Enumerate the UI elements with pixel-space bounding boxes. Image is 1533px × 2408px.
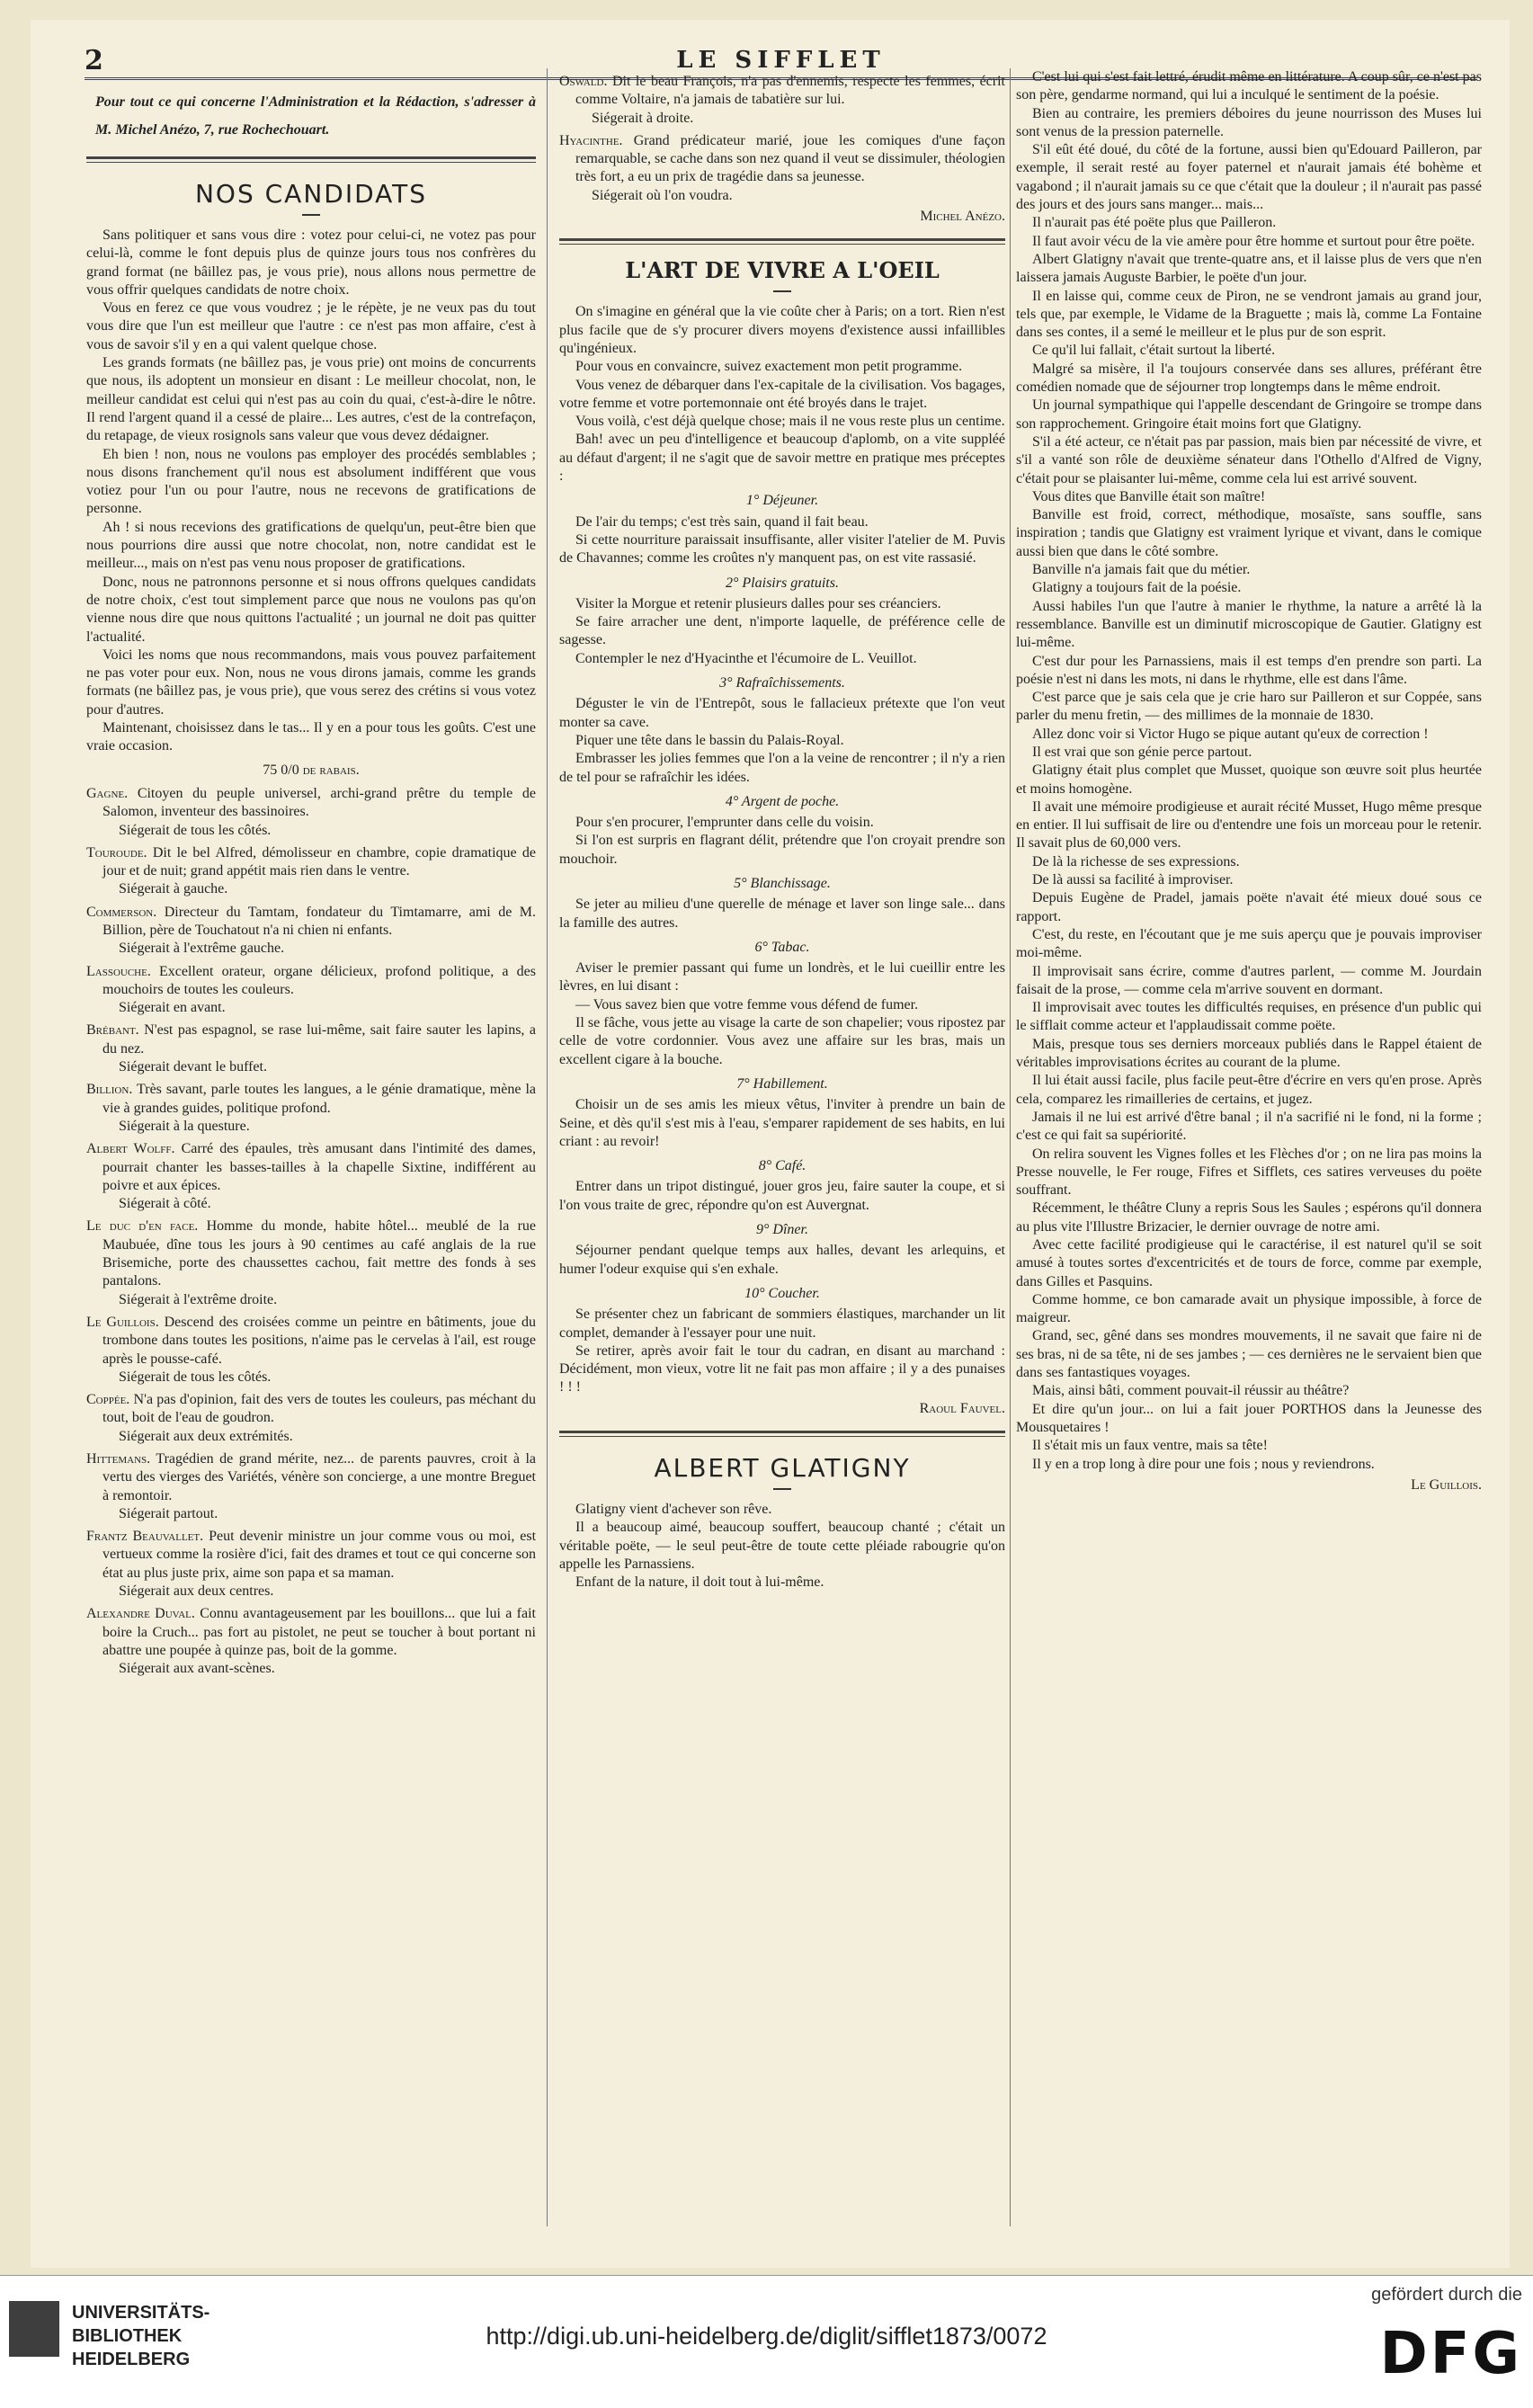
candidate-seat: Siégerait à l'extrême gauche.: [119, 941, 285, 957]
masthead: LE SIFFLET: [676, 47, 886, 74]
candidate-seat: Siégerait aux avant-scènes.: [119, 1661, 275, 1677]
paragraph: Si cette nourriture paraissait insuffisante, aller visiter l'atelier de M. Puvis de Chavannes; comme les croûtes n'y manquent pas, on est vite rassasié.: [559, 531, 1005, 566]
paragraph: Aussi habiles l'un que l'autre à manier le rhythme, la nature a arrêté là la ressemblance. Banville est un diminutif microscopique de Gautier. Glatigny est lui-même.: [1016, 598, 1482, 651]
paragraph: Aviser le premier passant qui fume un londrès, et le lui cueillir entre les lèvres, en lui disant :: [559, 960, 1005, 994]
subheading: 3° Rafraîchissements.: [719, 675, 845, 691]
paragraph: Ah ! si nous recevions des gratifications de quelqu'un, peut-être bien que nous pourrions dire aussi que notre chocolat, non, notre candidat est le meilleur..., mais on n'est pas venu nous proposer de gratifications.: [86, 519, 536, 572]
candidate-entry: [86, 1021, 536, 1058]
signature: Michel Anézo.: [920, 209, 1005, 225]
paragraph: S'il eût été doué, du côté de la fortune, aussi bien qu'Edouard Pailleron, par exemple, il serait resté au foyer paternel et n'aurait jamais été bohème et vagabond ; il n'aurait jamais su ce que c'était que la douleur ; il n'aurait pas passé des jours et des jours sans manger... mais...: [1016, 142, 1482, 213]
candidate-text: Excellent orateur, organe délicieux, profond politique, a des mouchoirs de toutes les couleurs.: [102, 963, 536, 997]
column-divider: [547, 68, 548, 2226]
title-dash: [773, 290, 791, 292]
candidate-entry: [86, 1081, 536, 1118]
paragraph: Il n'aurait pas été poëte plus que Pailleron.: [1032, 215, 1277, 231]
section-title: ALBERT GLATIGNY: [654, 1453, 911, 1483]
paragraph: De là aussi sa facilité à improviser.: [1032, 872, 1234, 888]
paragraph: Vous en ferez ce que vous voudrez ; je le répète, je ne veux pas du tout vous dire que l'un est meilleur que l'autre : ce n'est pas mon affaire, c'est à vous de savoir s'il y en a qui valent quelque chose.: [86, 300, 536, 352]
candidate-name: Le duc d'en face.: [86, 1218, 199, 1235]
candidate-name: Oswald.: [559, 74, 608, 89]
paragraph: Banville n'a jamais fait que du métier.: [1032, 562, 1251, 578]
paragraph: Se faire arracher une dent, n'importe laquelle, de préférence celle de sagesse.: [559, 614, 1005, 648]
paragraph: Il faut avoir vécu de la vie amère pour être homme et surtout pour être poëte.: [1032, 233, 1475, 249]
glatigny-body: [559, 1501, 1005, 1592]
subheading: 8° Café.: [758, 1158, 807, 1174]
paragraph: Se retirer, après avoir fait le tour du cadran, en disant au marchand : Décidément, mon vieux, votre lit ne fait pas mon affaire ; il y a des punaises ! ! !: [559, 1342, 1005, 1396]
paragraph: C'est lui qui s'est fait lettré, érudit même en littérature. A coup sûr, ce n'est pas son père, gendarme normand, qui lui a inculqué le sentiment de la poésie.: [1016, 69, 1482, 103]
paragraph: Avec cette facilité prodigieuse qui le caractérise, il est naturel qu'il se soit amusé à toutes sortes d'excentricités et de tours de force, comme par exemple, dans Gilles et Pasquins.: [1016, 1237, 1482, 1289]
paragraph: Se jeter au milieu d'une querelle de ménage et laver son linge sale... dans la famille des autres.: [559, 896, 1005, 931]
funded-by: gefördert durch die: [1371, 2285, 1522, 2305]
candidate-name: Le Guillois.: [86, 1314, 159, 1330]
candidate-name: Alexandre Duval.: [86, 1606, 195, 1622]
paragraph: Glatigny était plus complet que Musset, quoique son œuvre soit plus heurtée et moins homogène.: [1016, 763, 1482, 797]
paragraph: Vous venez de débarquer dans l'ex-capitale de la civilisation. Vos bagages, votre femme et votre portemonnaie ont été broyés dans le trajet.: [559, 377, 1005, 411]
candidate-entry: [86, 1528, 536, 1583]
candidate-list: [86, 785, 536, 1679]
candidate-entry: [86, 1217, 536, 1290]
candidate-name: Touroude.: [86, 844, 147, 861]
candidate-entry: [86, 1140, 536, 1195]
candidate-entry: [86, 1314, 536, 1369]
paragraph: Récemment, le théâtre Cluny a repris Sous les Saules ; espérons qu'il donnera au plus vite l'Illustre Brizacier, le dernier ouvrage de notre ami.: [1016, 1200, 1482, 1235]
paragraph: Il improvisait sans écrire, comme d'autres parlent, — comme M. Jourdain faisait de la prose, — comme cela m'arrive souvent en dormant.: [1016, 963, 1482, 997]
double-rule: [559, 238, 1005, 245]
paragraph: Contempler le nez d'Hyacinthe et l'écumoire de L. Veuillot.: [575, 650, 917, 666]
paragraph: Visiter la Morgue et retenir plusieurs dalles pour ses créanciers.: [575, 595, 941, 611]
paragraph: Un journal sympathique qui l'appelle descendant de Gringoire se trompe dans son rapprochement. Gringoire était moins fort que Glatigny.: [1016, 397, 1482, 432]
candidate-seat: Siégerait à droite.: [592, 110, 694, 126]
double-rule: [86, 156, 536, 163]
paragraph: De l'air du temps; c'est très sain, quand il fait beau.: [575, 513, 869, 530]
candidate-text: N'a pas d'opinion, fait des vers de toutes les couleurs, pas méchant du tout, boit de l'eau de goudron.: [102, 1392, 537, 1426]
paragraph: Eh bien ! non, nous ne voulons pas employer des procédés semblables ; nous disons franchement qu'il nous est absolument indifférent que vous votiez pour l'un ou pour l'autre, nous ne recevons de gratifications de personne.: [86, 446, 536, 517]
candidate-seat: Siégerait partout.: [119, 1505, 218, 1521]
paragraph: Depuis Eugène de Pradel, jamais poëte n'avait été mieux doué sous ce rapport.: [1016, 890, 1482, 924]
paragraph: Il a beaucoup aimé, beaucoup souffert, beaucoup chanté ; c'était un véritable poëte, — le seul peut-être de toute cette pléiade rabougrie qu'on appelle les Parnassiens.: [559, 1520, 1005, 1572]
paragraph: On s'imagine en général que la vie coûte cher à Paris; on a tort. Rien n'est plus facile que de s'y procurer divers moyens d'existence aussi infaillibles qu'ingénieux.: [559, 304, 1005, 356]
paragraph: Piquer une tête dans le bassin du Palais-Royal.: [575, 732, 844, 748]
candidate-text: Très savant, parle toutes les langues, a le génie dramatique, mène la vie à grandes guides, politique profond.: [102, 1082, 536, 1116]
candidate-text: Peut devenir ministre un jour comme vous ou moi, est vertueux comme la rosière d'ici, fait des drames et tout ce qui concerne son état au plus juste prix, aime son papa et sa maman.: [102, 1529, 537, 1581]
paragraph: Jamais il ne lui est arrivé d'être banal ; il n'a sacrifié ni le fond, ni la forme ; c'est ce qui fait sa supériorité.: [1016, 1109, 1482, 1144]
candidate-seat: Siégerait aux deux centres.: [119, 1583, 274, 1600]
paragraph: Il en laisse qui, comme ceux de Piron, ne se vendront jamais au grand jour, tels que, par exemple, le Vidame de la Braguette ; mais là, comme La Fontaine dans ses contes, il a semé le meilleur et le plus pur de son esprit.: [1016, 288, 1482, 341]
paragraph: — Vous savez bien que votre femme vous défend de fumer.: [575, 996, 919, 1012]
candidate-entry: [86, 963, 536, 1000]
paragraph: Les grands formats (ne bâillez pas, je vous prie) ont moins de concurrents que nous, ils adoptent un monsieur en disant : Le meilleur chocolat, non, le meilleur candidat est celui qui n'est pas au coin du quai, c'est-à-dire le nôtre. Il rend l'argent quand il a cessé de plaire... Les autres, c'est de la contrefaçon, du retapage, de vieux rosignols sans valeur que vous devez dédaigner.: [86, 355, 536, 444]
subheading: 7° Habillement.: [736, 1075, 828, 1092]
paragraph: Bien au contraire, les premiers déboires du jeune nourrisson des Muses lui sont venus de la pression paternelle.: [1016, 105, 1482, 139]
candidate-text: Dit le bel Alfred, démolisseur en chambre, copie dramatique de jour et de nuit; grand appétit mais rien dans le ventre.: [102, 844, 536, 879]
paragraph: Mais, ainsi bâti, comment pouvait-il réussir au théâtre?: [1032, 1383, 1350, 1399]
column-divider: [1010, 68, 1011, 2226]
candidate-seat: Siégerait de tous les côtés.: [119, 1369, 272, 1385]
paragraph: Il lui était aussi facile, plus facile peut-être d'écrire en vers qu'en prose. Après cela, comparez les rimailleries de certains, et jugez.: [1016, 1073, 1482, 1107]
paragraph: Il y en a trop long à dire pour une fois ; nous y reviendrons.: [1032, 1456, 1375, 1472]
subheading: 1° Déjeuner.: [745, 493, 819, 509]
candidate-list-cont: [559, 73, 1005, 205]
subheading: 2° Plaisirs gratuits.: [726, 575, 839, 591]
candidate-seat: Siégerait à la questure.: [119, 1118, 250, 1134]
candidate-seat: Siégerait à côté.: [119, 1196, 211, 1212]
paragraph: Grand, sec, gêné dans ses mondres mouvements, il ne savait que faire ni de ses bras, ni de sa tête, ni de ses jambes ; — ces dernières ne le servaient bien que dans ses fantastiques voyages.: [1016, 1328, 1482, 1381]
candidate-name: Hittemans.: [86, 1451, 151, 1467]
column-3: [1016, 68, 1482, 1494]
dfg-logo[interactable]: DFG: [1379, 2321, 1522, 2387]
column-1: [86, 68, 536, 1679]
candidate-entry: [86, 904, 536, 941]
candidate-seat: Siégerait où l'on voudra.: [592, 187, 733, 203]
candidate-seat: Siégerait aux deux extrémités.: [119, 1428, 293, 1444]
paragraph: Comme homme, ce bon camarade avait un physique impossible, à force de maigreur.: [1016, 1291, 1482, 1326]
art-body: [559, 303, 1005, 1396]
candidate-text: Homme du monde, habite hôtel... meublé de la rue Maubuée, dîne tous les jours à 90 centimes au café anglais de la rue Brisemiche, porte des chaussettes cachou, fait mettre des fonds à ses pantalons.: [102, 1218, 536, 1289]
paragraph: Il improvisait avec toutes les difficultés requises, en présence d'un public qui le sifflait comme acteur et l'applaudissait comme poëte.: [1016, 1000, 1482, 1034]
paragraph: Choisir un de ses amis les mieux vêtus, l'inviter à prendre un bain de Seine, et dès qu'il s'est mis à l'eau, s'emparer rapidement de ses habits, en lui criant : au revoir!: [559, 1097, 1005, 1149]
paragraph: Albert Glatigny n'avait que trente-quatre ans, et il laisse plus de vers que n'en laissera jamais Auguste Barbier, le poëte d'un jour.: [1016, 251, 1482, 286]
candidate-text: Directeur du Tamtam, fondateur du Timtamarre, ami de M. Billion, père de Touchatout n'a ni chien ni enfants.: [102, 904, 537, 938]
paragraph: C'est parce que je sais cela que je crie haro sur Pailleron et sur Coppée, sans parler du menu fretin, — des millimes de la monnaie de 1830.: [1016, 690, 1482, 724]
candidate-text: Grand prédicateur marié, joue les comiques d'une façon remarquable, se cache dans son nez quand il veut se dissimuler, théologien très fort, a eu un prix de tragédie dans sa jeunesse.: [575, 132, 1006, 185]
paragraph: Malgré sa misère, il l'a toujours conservée dans ses allures, préférant être comédien nomade que de séjourner trop longtemps dans le même endroit.: [1016, 361, 1482, 396]
title-dash: [773, 1488, 791, 1490]
candidate-seat: Siégerait à gauche.: [119, 881, 228, 897]
paragraph: Banville est froid, correct, méthodique, mosaïste, sans souffle, sans inspiration ; tandis que Glatigny est vraiment lyrique et vivant, dans le comique aussi bien que dans le côté sombre.: [1016, 507, 1482, 559]
source-url[interactable]: http://digi.ub.uni-heidelberg.de/diglit/sifflet1873/0072: [486, 2323, 1047, 2350]
paragraph: Se présenter chez un fabricant de sommiers élastiques, marchander un lit complet, demander à l'essayer pour une nuit.: [559, 1307, 1005, 1341]
paragraph: C'est dur pour les Parnassiens, mais il est temps d'en prendre son parti. La poésie n'est ni dans les mots, ni dans le rhythme, elle est dans l'âme.: [1016, 653, 1482, 687]
paragraph: De là la richesse de ses expressions.: [1032, 853, 1240, 870]
paragraph: Pour vous en convaincre, suivez exactement mon petit programme.: [575, 359, 963, 375]
double-rule: [559, 1431, 1005, 1437]
candidate-seat: Siégerait en avant.: [119, 1000, 226, 1016]
paragraph: Mais, presque tous ses derniers morceaux publiés dans le Rappel étaient de véritables improvisations écrites au courant de la plume.: [1016, 1036, 1482, 1071]
subheading: 9° Dîner.: [756, 1222, 808, 1238]
footer: [0, 2275, 1533, 2408]
library-name: UNIVERSITÄTS- BIBLIOTHEK HEIDELBERG: [72, 2303, 210, 2369]
paragraph: Glatigny a toujours fait de la poésie.: [1032, 580, 1242, 596]
paragraph: Vous voilà, c'est déjà quelque chose; mais il ne vous reste plus un centime.: [575, 414, 1005, 430]
candidate-entry: [559, 73, 1005, 110]
section-title: NOS CANDIDATS: [194, 179, 428, 209]
title-dash: [302, 214, 320, 216]
candidate-text: Citoyen du peuple universel, archi-grand prêtre du temple de Salomon, inventeur des bassinoires.: [102, 785, 537, 820]
paragraph: Maintenant, choisissez dans le tas... Il y en a pour tous les goûts. C'est une vraie occasion.: [86, 720, 536, 754]
paragraph: Si l'on est surpris en flagrant délit, prétendre que l'on croyait prendre son mouchoir.: [559, 833, 1005, 867]
candidate-text: Carré des épaules, très amusant dans l'intimité des dames, pourrait chanter les basses-tailles à la chapelle Sixtine, indifférent au poivre et aux épices.: [102, 1141, 537, 1193]
candidate-name: Hyacinthe.: [559, 132, 623, 148]
section-title: L'ART DE VIVRE A L'OEIL: [625, 257, 940, 284]
paragraph: Séjourner pendant quelque temps aux halles, devant les arlequins, et humer l'odeur exquise qui s'en exhale.: [559, 1243, 1005, 1277]
candidate-entry: [86, 1605, 536, 1660]
page-number: 2: [85, 45, 103, 76]
candidate-text: Tragédien de grand mérite, nez... de parents pauvres, croit à la vertu des vierges des Variétés, vénère son concierge, a une montre Breguet à remontoir.: [102, 1451, 536, 1503]
signature: Raoul Fauvel.: [919, 1400, 1005, 1416]
paragraph: Enfant de la nature, il doit tout à lui-même.: [575, 1574, 824, 1591]
paragraph: Il s'était mis un faux ventre, mais sa tête!: [1032, 1438, 1268, 1454]
paragraph: Il avait une mémoire prodigieuse et aurait récité Musset, Hugo même presque en entier. Il lui suffisait de lire ou d'entendre une fois un morceau pour le retenir. Il savait plus de 60,000 vers.: [1016, 798, 1482, 852]
candidate-name: Albert Wolff.: [86, 1141, 175, 1157]
candidate-entry: [86, 785, 536, 822]
candidate-seat: Siégerait devant le buffet.: [119, 1059, 267, 1075]
paragraph: Embrasser les jolies femmes que l'on a la veine de rencontrer ; il n'y a rien de tel pour se rafraîchir les idées.: [559, 751, 1005, 785]
admin-notice: Pour tout ce qui concerne l'Administration et la Rédaction, s'adresser à M. Michel Anézo, 7, rue Rochechouart.: [95, 94, 536, 138]
candidate-name: Gagne.: [86, 785, 129, 801]
paragraph: Glatigny vient d'achever son rêve.: [575, 1502, 772, 1517]
candidate-seat: Siégerait de tous les côtés.: [119, 822, 272, 838]
candidate-text: Connu avantageusement par les bouillons... que lui a fait boire la Cruch... pas fort au pistolet, ne peut se toucher à bout portant ni abattre une poupée à quinze pas, boit de la gomme.: [102, 1606, 537, 1658]
candidate-entry: [86, 844, 536, 881]
subheading: 6° Tabac.: [754, 939, 810, 955]
glatigny-body-cont: [1016, 68, 1482, 1474]
subheading: 10° Coucher.: [744, 1285, 820, 1301]
paragraph: On relira souvent les Vignes folles et les Flèches d'or ; on ne lira pas moins la Presse nouvelle, le Fer rouge, Fifres et Sifflets, ces satires verveuses du poëte souffrant.: [1016, 1146, 1482, 1199]
candidate-seat: Siégerait à l'extrême droite.: [119, 1291, 278, 1307]
candidate-name: Brébant.: [86, 1022, 139, 1039]
rabais-line: 75 0/0 de rabais.: [263, 762, 360, 778]
paragraph: S'il a été acteur, ce n'était pas par passion, mais bien par nécessité de vivre, et s'il a vanté son rôle de deuxième sénateur dans l'Othello d'Alfred de Vigny, c'était pour se plaisanter lui-même, comme cela lui est arrivé souvent.: [1016, 433, 1482, 486]
paragraph: Donc, nous ne patronnons personne et si nous offrons quelques candidats de notre choix, c'est tout simplement parce que nous ne voulons pas qu'on vienne nous dire que nous quittons l'actualité ; un journal ne doit pas quitter l'actualité.: [86, 574, 536, 645]
candidate-name: Billion.: [86, 1082, 133, 1098]
paragraph: Pour s'en procurer, l'emprunter dans celle du voisin.: [575, 815, 874, 831]
paragraph: Ce qu'il lui fallait, c'était surtout la liberté.: [1032, 343, 1276, 359]
paragraph: Il est vrai que son génie perce partout.: [1032, 744, 1252, 760]
subheading: 4° Argent de poche.: [725, 793, 840, 809]
candidate-name: Coppée.: [86, 1392, 130, 1408]
subheading: 5° Blanchissage.: [734, 875, 831, 891]
paragraph: C'est, du reste, en l'écoutant que je me suis aperçu que je pouvais improviser moi-même.: [1016, 926, 1482, 961]
paragraph: Bah! avec un peu d'intelligence et beaucoup d'aplomb, on a vite suppléé au défaut d'argent; il ne s'agit que de savoir mettre en pratique mes préceptes :: [559, 432, 1005, 485]
candidate-entry: [86, 1450, 536, 1505]
column-2: [559, 68, 1005, 1592]
paragraph: Déguster le vin de l'Entrepôt, sous le fallacieux prétexte que l'on veut monter sa cave.: [559, 696, 1005, 730]
paragraph: Il se fâche, vous jette au visage la carte de son chapelier; vous ripostez par celle de votre cordonnier. Vous avez une affaire sur les bras, mais un excellent cigare à la bouche.: [559, 1015, 1005, 1067]
candidate-text: Dit le beau François, n'a pas d'ennemis, respecte les femmes, écrit comme Voltaire, n'a jamais de tabatière sur lui.: [575, 74, 1006, 108]
paragraph: Allez donc voir si Victor Hugo se pique autant qu'eux de correction !: [1032, 726, 1429, 742]
paragraph: Sans politiquer et sans vous dire : votez pour celui-ci, ne votez pas pour celui-là, comme le font depuis plus de quinze jours tous nos confrères du grand format (ne bâillez pas, je vous prie), nous allons nous permettre de vous offrir quelques candidats de notre choix.: [86, 227, 536, 298]
paragraph: Entrer dans un tripot distingué, jouer gros jeu, faire sauter la coupe, et si l'on vous traite de grec, répondre qu'on est Auvergnat.: [559, 1179, 1005, 1213]
candidate-text: N'est pas espagnol, se rase lui-même, sait faire sauter les lapins, a du nez.: [102, 1022, 537, 1057]
candidate-entry: [559, 132, 1005, 187]
paragraph: Et dire qu'un jour... on lui a fait jouer PORTHOS dans la Jeunesse des Mousquetaires !: [1016, 1401, 1482, 1435]
candidate-name: Commerson.: [86, 904, 157, 920]
candidats-intro: [86, 227, 536, 756]
signature: Le Guillois.: [1411, 1476, 1482, 1493]
paragraph: Vous dites que Banville était son maître!: [1032, 488, 1266, 504]
candidate-text: Descend des croisées comme un peintre en bâtiments, joue du trombone dans toutes les positions, n'aime pas le cervelas à l'ail, est rouge après le pousse-café.: [102, 1314, 536, 1367]
candidate-name: Frantz Beauvallet.: [86, 1529, 204, 1545]
candidate-name: Lassouche.: [86, 963, 151, 979]
paragraph: Voici les noms que nous recommandons, mais vous pouvez parfaitement ne pas voter pour eux. Non, nous ne vous dirons jamais, comme les grands formats (ne bâillez pas, je vous prie), que vous serez des crétins si vous votez pour d'autres.: [86, 647, 536, 718]
candidate-entry: [86, 1391, 536, 1428]
